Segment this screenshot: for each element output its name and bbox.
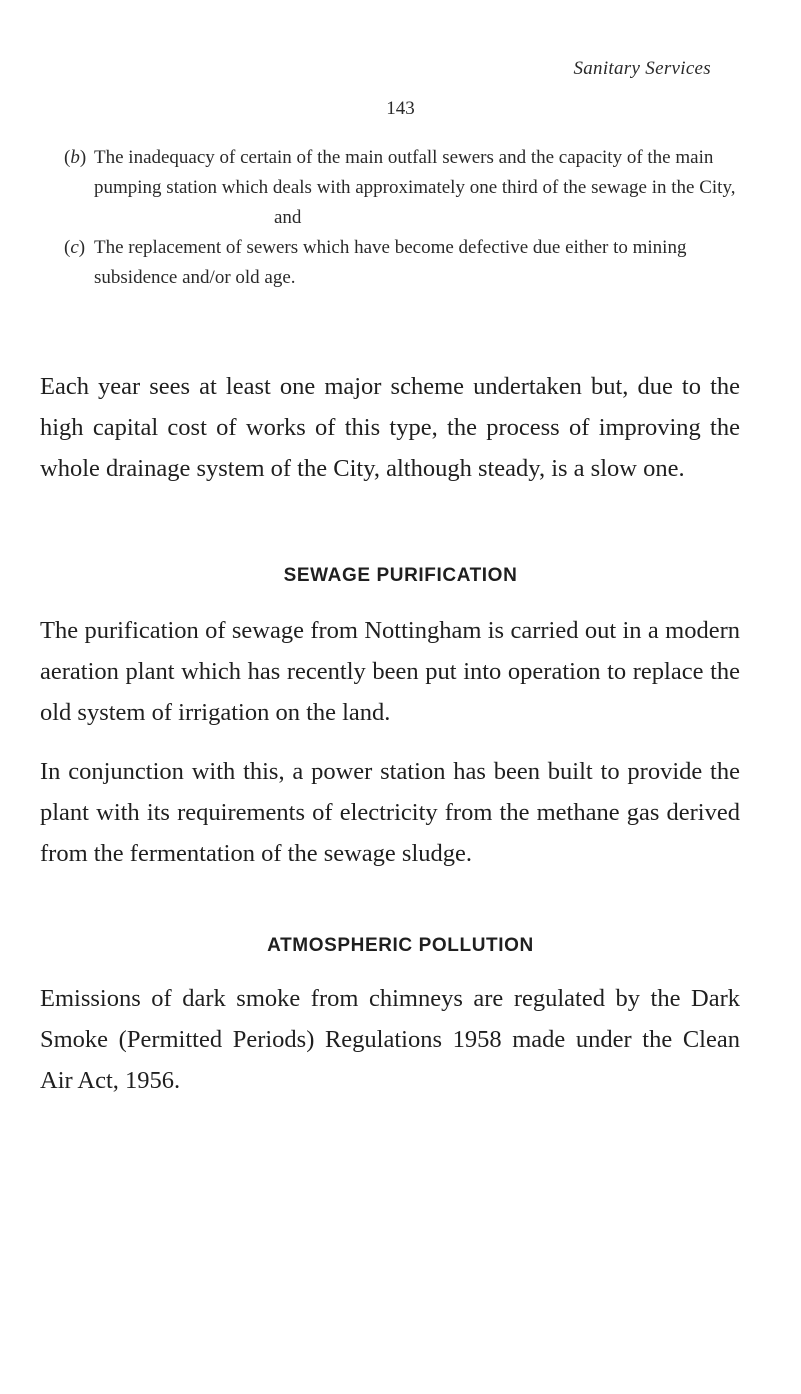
- list-item-c: [64, 233, 744, 293]
- paragraph-dark-smoke: Emissions of dark smoke from chimneys are regulated by the Dark Smoke (Permitted Periods) Regulations 1958 made under the Clean Air Act, 1956.: [40, 985, 740, 1094]
- paragraph-purification: The purification of sewage from Nottingham is carried out in a modern aeration plant which has recently been put into operation to replace the old system of irrigation on the land.: [40, 617, 740, 726]
- heading-atmospheric-pollution: ATMOSPHERIC POLLUTION: [267, 935, 534, 956]
- list-item-b: [64, 143, 744, 203]
- list-connector: and: [274, 207, 302, 228]
- list-item-b-text: The inadequacy of certain of the main outfall sewers and the capacity of the main pumping station which deals with approximately one third of the sewage in the City,: [94, 147, 736, 198]
- heading-sewage-purification: SEWAGE PURIFICATION: [283, 565, 518, 586]
- running-header-title: Sanitary Services: [573, 58, 711, 79]
- list-item-c-text: The replacement of sewers which have become defective due either to mining subsidence and/or old age.: [94, 237, 687, 288]
- list-marker-letter: b: [70, 147, 80, 168]
- page-number: 143: [386, 98, 415, 119]
- list-marker-letter: c: [70, 237, 79, 258]
- numbered-list: [64, 143, 744, 293]
- list-marker-c: (c): [64, 237, 86, 258]
- list-marker-b: (b): [64, 147, 87, 168]
- paragraph-power-station: In conjunction with this, a power station has been built to provide the plant with its requirements of electricity from the methane gas derived from the fermentation of the sewage sludge.: [40, 758, 740, 867]
- paragraph-drainage: Each year sees at least one major scheme undertaken but, due to the high capital cost of works of this type, the process of improving the whole drainage system of the City, although steady, is a slow one.: [40, 373, 740, 482]
